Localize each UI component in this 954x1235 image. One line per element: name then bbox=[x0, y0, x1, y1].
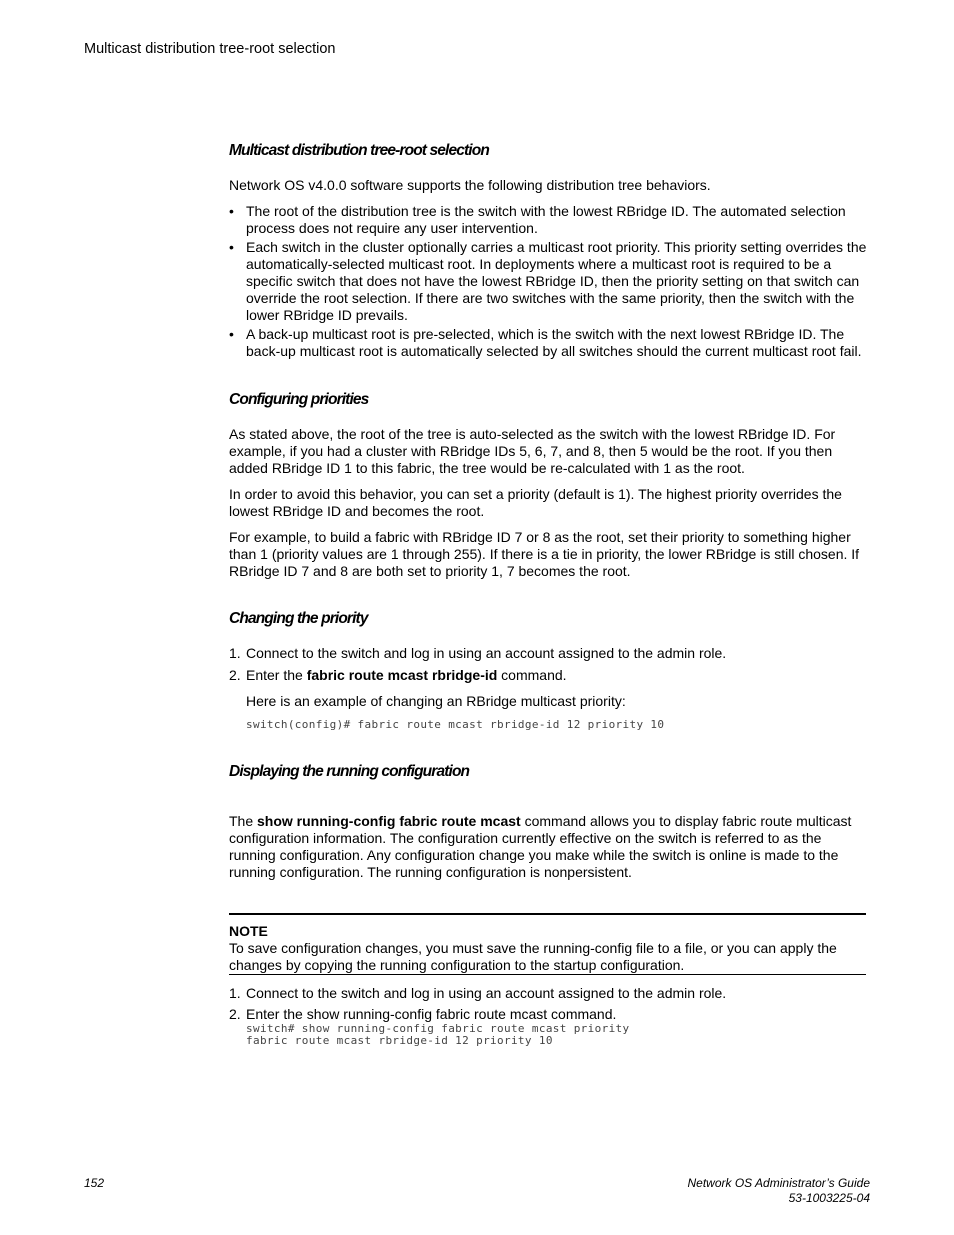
page-number: 152 bbox=[84, 1176, 105, 1190]
step-item bbox=[229, 1006, 869, 1023]
bullet-item bbox=[229, 326, 869, 360]
section-heading-configuring-priorities: Configuring priorities bbox=[229, 391, 369, 408]
bullet-dot: • bbox=[229, 203, 234, 219]
bullet-text: A back-up multicast root is pre-selected, which is the switch with the next lowest RBridge ID. The back-up multicast root is automatically selected by all switches should the current multicast root fail. bbox=[246, 326, 862, 359]
step-text: Enter the show running-config fabric route mcast command. bbox=[246, 1006, 617, 1022]
step-text: Enter the fabric route mcast rbridge-id command. bbox=[246, 667, 567, 683]
note-bottom-rule bbox=[229, 974, 866, 975]
command-name: fabric route mcast rbridge-id bbox=[306, 667, 498, 683]
bullet-text: The root of the distribution tree is the switch with the lowest RBridge ID. The automated selection process does not require any user intervention. bbox=[246, 203, 846, 236]
section-heading-changing-priority: Changing the priority bbox=[229, 610, 368, 627]
paragraph: In order to avoid this behavior, you can set a priority (default is 1). The highest priority overrides the lowest RBridge ID and becomes the root. bbox=[229, 486, 842, 519]
running-head: Multicast distribution tree-root selection bbox=[84, 41, 336, 57]
code-example: switch(config)# fabric route mcast rbridge-id 12 priority 10 bbox=[246, 718, 665, 731]
code-line: fabric route mcast rbridge-id 12 priority 10 bbox=[246, 1034, 553, 1047]
step-item bbox=[229, 645, 869, 662]
step-number: 1. bbox=[229, 985, 241, 1001]
note-label: NOTE bbox=[229, 923, 268, 939]
bullet-text: Each switch in the cluster optionally carries a multicast root priority. This priority setting overrides the automatically-selected multicast root. In deployments where a multicast root is required to be a specific switch that does not have the lowest RBridge ID, then the priority setting on that switch can override the root selection. If there are two switches with the same priority, then the switch with the lower RBridge ID prevails. bbox=[246, 239, 867, 323]
step-item bbox=[229, 985, 869, 1002]
paragraph: The show running-config fabric route mcast command allows you to display fabric route multicast configuration information. The configuration currently effective on the switch is referred to as the running configuration. Any configuration change you make while the switch is online is made to the running configuration. The running configuration is nonpersistent. bbox=[229, 813, 852, 880]
paragraph: As stated above, the root of the tree is auto-selected as the switch with the lowest RBridge ID. For example, if you had a cluster with RBridge IDs 5, 6, 7, and 8, then 5 would be the root. If you then added RBridge ID 1 to this fabric, the tree would be re-calculated with 1 as the root. bbox=[229, 426, 836, 476]
step-text: Connect to the switch and log in using an account assigned to the admin role. bbox=[246, 985, 727, 1001]
code-line: switch# show running-config fabric route mcast priority bbox=[246, 1022, 630, 1035]
step-text: Connect to the switch and log in using an account assigned to the admin role. bbox=[246, 645, 727, 661]
bullet-item bbox=[229, 239, 869, 324]
bullet-dot: • bbox=[229, 239, 234, 255]
step-number: 2. bbox=[229, 667, 241, 683]
command-name: show running-config fabric route mcast bbox=[257, 813, 521, 829]
step-item bbox=[229, 667, 869, 684]
example-intro: Here is an example of changing an RBridge multicast priority: bbox=[246, 693, 626, 709]
section-heading-tree-root: Multicast distribution tree-root selection bbox=[229, 142, 489, 159]
bullet-dot: • bbox=[229, 326, 234, 342]
step-number: 2. bbox=[229, 1006, 241, 1022]
note-text: To save configuration changes, you must save the running-config file to a file, or you can apply the changes by copying the running configuration to the startup configuration. bbox=[229, 940, 837, 973]
section-heading-running-config: Displaying the running configuration bbox=[229, 763, 470, 780]
paragraph: For example, to build a fabric with RBridge ID 7 or 8 as the root, set their priority to something higher than 1 (priority values are 1 through 255). If there is a tie in priority, the lower RBridge is still chosen. If RBridge ID 7 and 8 are both set to priority 1, 7 becomes the root. bbox=[229, 529, 860, 579]
step-number: 1. bbox=[229, 645, 241, 661]
doc-title: Network OS Administrator’s Guide bbox=[687, 1176, 870, 1190]
note-top-rule bbox=[229, 913, 866, 915]
bullet-item bbox=[229, 203, 869, 237]
paragraph-intro: Network OS v4.0.0 software supports the following distribution tree behaviors. bbox=[229, 177, 711, 193]
doc-number: 53-1003225-04 bbox=[788, 1191, 870, 1205]
